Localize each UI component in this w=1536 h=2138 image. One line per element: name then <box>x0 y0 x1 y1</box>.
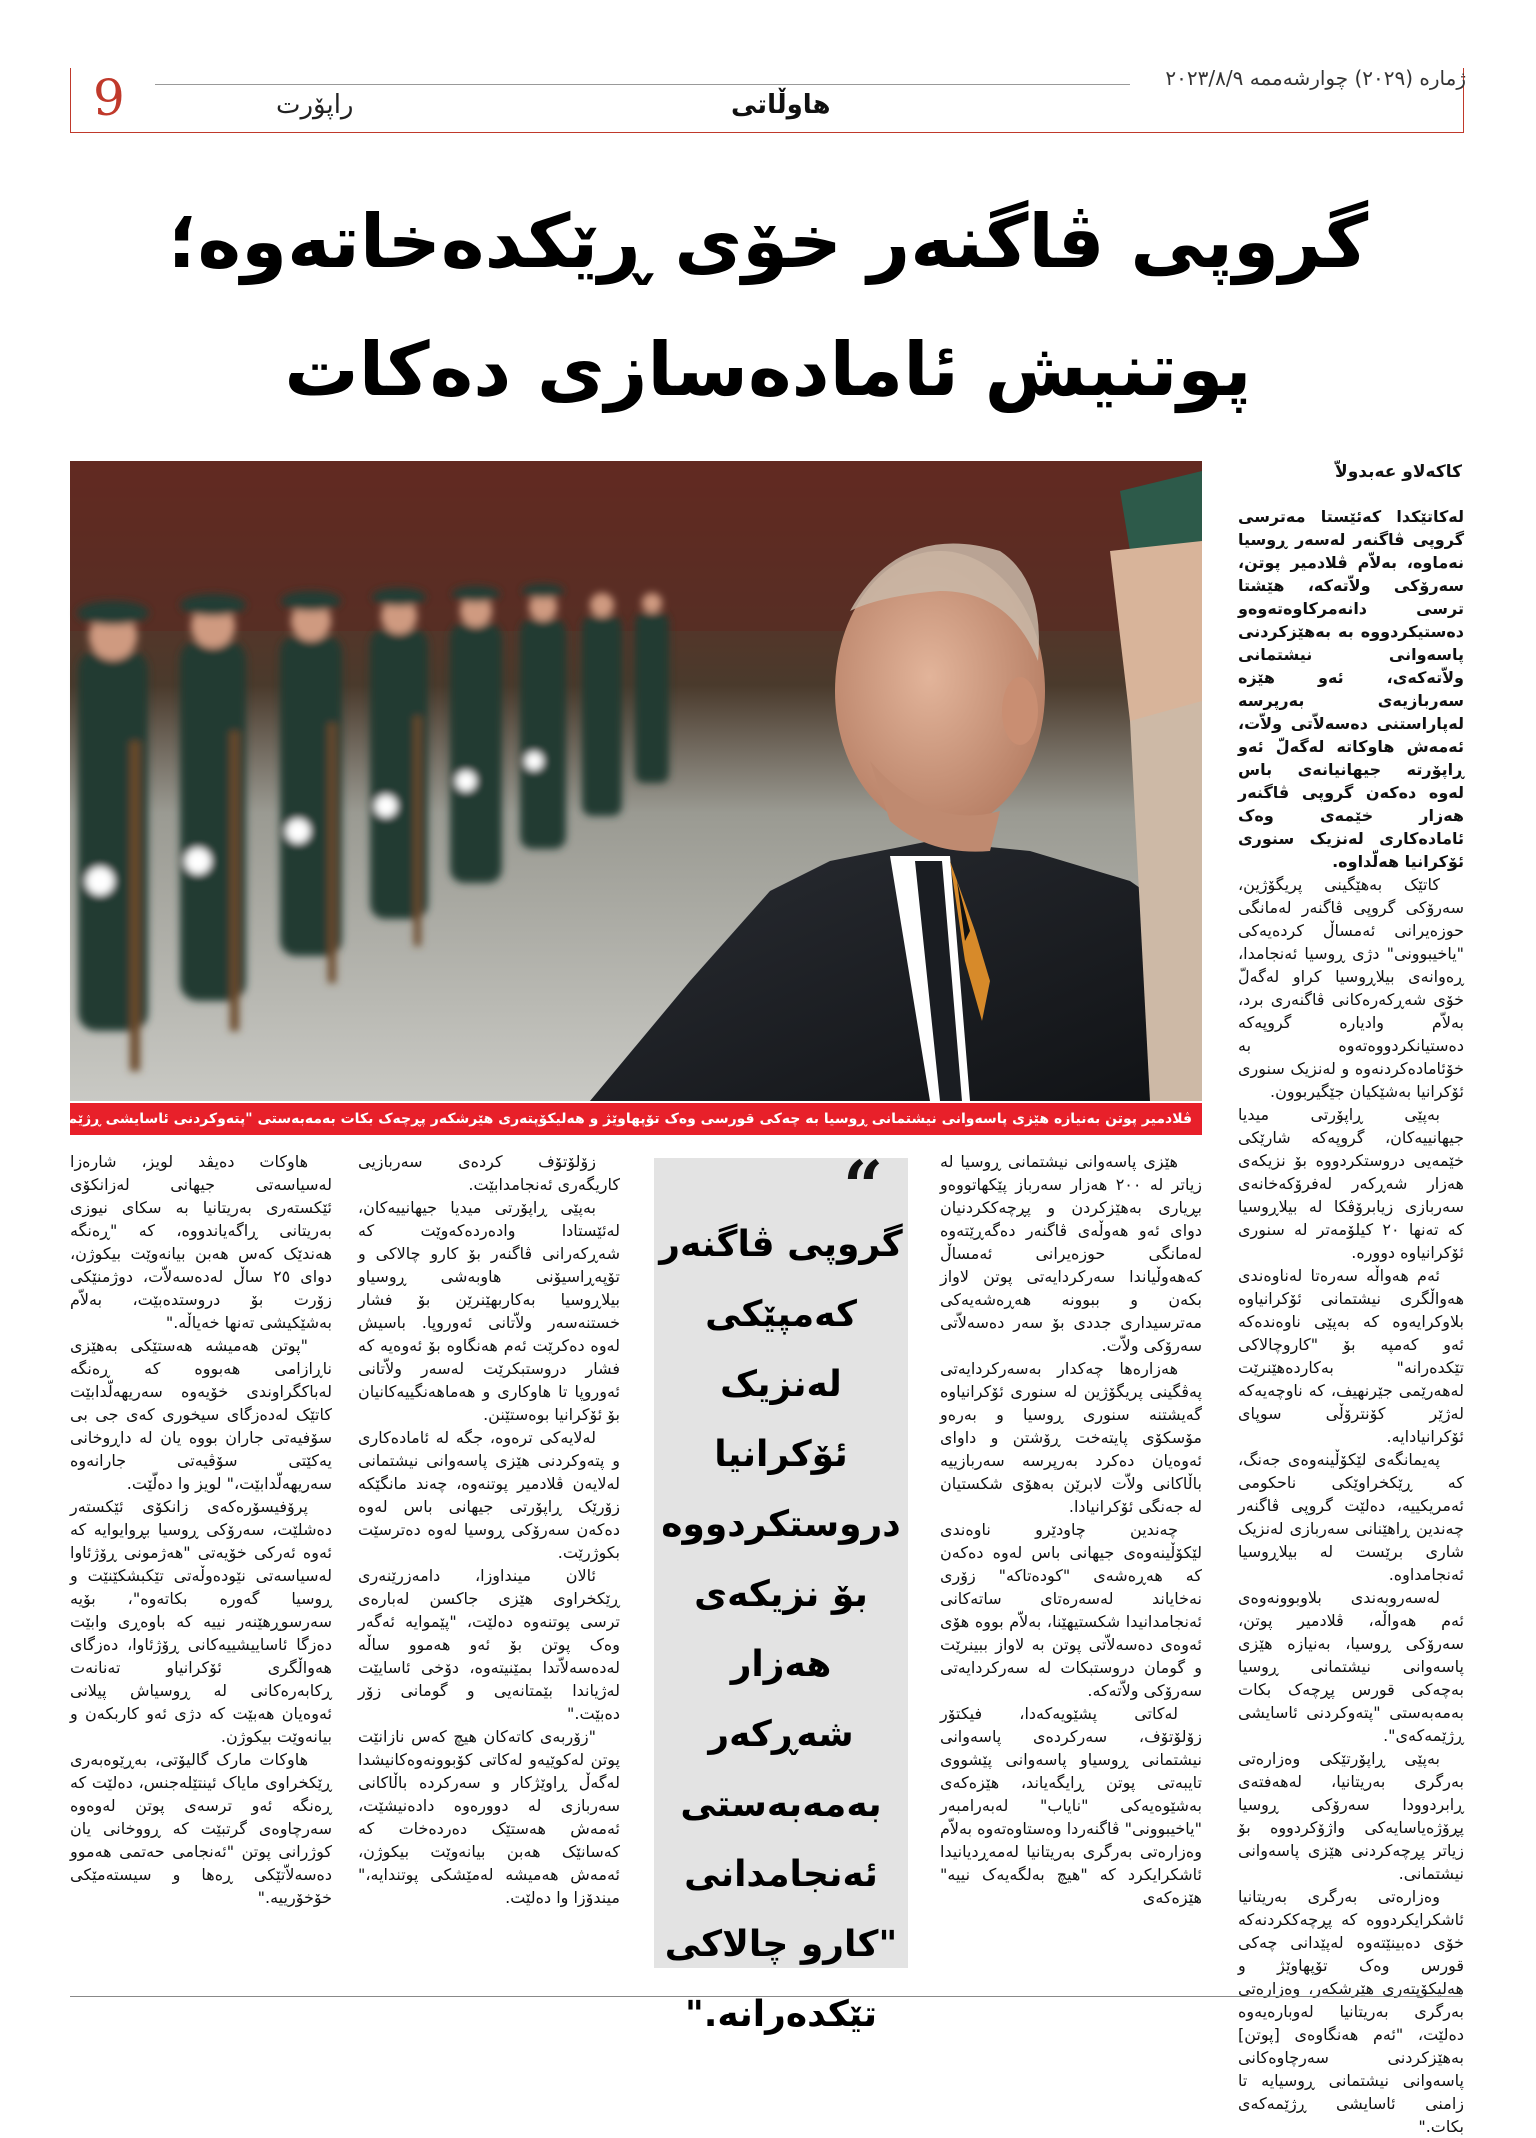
lead-photo-illustration <box>70 461 1202 1101</box>
article-paragraph: هێزی پاسەوانی نیشتمانی ڕوسیا لە زیاتر لە ٢٠٠ هەزار سەرباز پێکهاتووەو بڕیاری بەهێزکردن و پڕچەککردنیان دوای ئەو هەوڵەی ڤاگنەر دەگەڕێتەوە لەمانگی حوزەیرانی ئەمساڵ کەهەوڵیاندا سەرکردایەتی پوتن لاواز بکەن و ببوونە هەڕەشەیەکی مەترسیداری جددی بۆ سەر دەسەلاّتی سەرۆکی ولاّت. <box>940 1152 1203 1355</box>
article-paragraph: پرۆفیسۆرەکەی زانکۆی ئێکستەر دەشلێت، سەرۆکی ڕوسیا بڕوایوایە کە ئەوە ئەرکی خۆیەتی "هەژمونی ڕۆژئاوا لەسیاسەتی نێودەوڵەتی تێکبشکێنێت و ڕوسیا گەورە بکاتەوە"، بۆیە سەرسوڕهێنەر نییە کە باوەڕی وابێت دەزگا ئاساییشییەکانی ڕۆژئاوا، دەزگای هەواڵگری ئۆکرانیاو تەنانەت ڕکابەرەکانی لە ڕوسیاش پیلانی ئەوەیان هەبێت کە دژی ئەو کاربکەن و بیانەوێت بیکوژن. <box>70 1497 332 1746</box>
article-paragraph: "زۆربەی کاتەکان هیچ کەس نازانێت پوتن لەکوێیەو لەکاتی کۆبوونەوەکانیشدا لەگەڵ ڕاوێژکار و سەرکردە باڵاکانی سەربازی لە دوورەوە دادەنیشێت، ئەمەش هەستێک دەردەخات کە کەسانێک هەبن بیانەوێت بیکوژن، ئەمەش هەمیشە لەمێشکی پوتندایە،" میندۆزا وا دەلێت. <box>358 1727 620 1907</box>
article-paragraph: ئالان مینداوزا، دامەزرێنەری ڕێکخراوی هێزی جاکسن لەبارەی ترسی پوتنەوە دەلێت، "پێموایە ئەگەر وەک پوتن بۆ ئەو هەموو ساڵە لەدەسەلاّتدا بمێنیتەوە، دۆخی ئاسایێت لەژیاندا بێمتانەیی و گومانی زۆر دەبێت." <box>358 1566 620 1723</box>
masthead-logo: هاوڵاتی <box>731 90 831 120</box>
article-column-second-left <box>358 1150 620 1925</box>
article-column-right <box>1238 505 1464 2136</box>
byline: کاکەلاو عەبدولاّ <box>1335 462 1462 482</box>
article-paragraph: چەندین چاودێرو ناوەندی لێکۆڵینەوەی جیهانی باس لەوە دەکەن کە هەڕەشەی "کودەتاکە" زۆری نەخایاند لەسەرەتای ساتەکانی ئەنجامدانیدا شکستیهێنا، بەلاّم بووە هۆی ئەوەی دەسەلاّتی پوتن بە لاواز ببینرێت و گومان دروستبکات لە سەرکردایەتی سەرۆکی ولاّتەکە. <box>940 1520 1202 1700</box>
page-number: 9 <box>93 69 125 127</box>
header-rule <box>155 84 1130 85</box>
article-paragraph: بەپێی ڕاپۆرتی میدیا جیهانییەکان، لەئێستادا وادەردەکەوێت کە شەڕکەرانی ڤاگنەر بۆ کارو چالاکی و تۆپەڕاسیۆنی هاوبەشی ڕوسیاو بیلاڕوسیا بەکاربهێنرێن بۆ فشار خستنەسەر ولاّتانی ئەوروپا. باسیش لەوە دەکرێت ئەم هەنگاوە بۆ ئەوەیە کە فشار دروستبکرێت لەسەر ولاّتانی ئەوروپا تا هاوکاری و هەماهەنگییەکانیان بۆ ئۆکرانیا بوەستێنن. <box>358 1198 620 1424</box>
lead-paragraph: لەکاتێکدا کەئێستا مەترسی گروپی ڤاگنەر لەسەر ڕوسیا نەماوە، بەلاّم ڤلادمیر پوتن، سەرۆکی ولاّتەکە، هێشتا ترسی دانەمرکاوەتەوەو دەستیکردووە بە بەهێزکردنی پاسەوانی نیشتمانی ولاّتەکەی، ئەو هێزە سەربازیەی بەرپرسە لەپاراستنی دەسەلاّتی ولاّت، ئەمەش هاوکاتە لەگەلّ ئەو ڕاپۆرتە جیهانیانەی باس لەوە دەکەن گروپی ڤاگنەر هەزار خێمەی وەک ئامادەکاری لەنزیک سنوری ئۆکرانیا هەلّداوە. <box>1238 507 1464 871</box>
article-paragraph: بەپێی ڕاپۆرتی میدیا جیهانییەکان، گروپەکە شارێکی خێمەیی دروستکردووە بۆ نزیکەی هەزار شەڕکەر لەفرۆکەخانەی سەربازی زیابرۆڤکا لە بیلاڕوسیا کە تەنها ٢٠ کیلۆمەتر لە سنوری ئۆکرانیاوە دوورە. <box>1238 1105 1464 1262</box>
article-paragraph: بەپێی ڕاپۆرتێکی وەزارەتی بەرگری بەریتانیا، لەهەفتەی ڕابردوودا سەرۆکی ڕوسیا پڕۆژەیاسایەکی واژۆکردووە بۆ زیاتر پڕچەکردنی هێزی پاسەوانی نیشتمانی. <box>1238 1749 1464 1883</box>
article-paragraph: وەزارەتی بەرگری بەریتانیا ئاشکرایکردووە کە پڕچەککردنەکە خۆی دەبینێتەوە لەپێدانی چەکی قورس وەک تۆپهاوێژ و هەلیکۆپتەری هێرشکەر، وەزارەتی بەرگری بەریتانیا لەوبارەیەوە دەلێت، "ئەم هەنگاوەی [پوتن] بەهێزکردنی سەرچاوەکانی پاسەوانی نیشتمانی ڕوسیایە تا زامنی ئاسایشی ڕژێمەکەی بکات." <box>1238 1887 1464 2136</box>
headline-line-2: پوتنیش ئامادەسازی دەکات <box>284 327 1252 413</box>
issue-line: ژمارە (٢٠٢٩) چوارشەممە ٢٠٢٣/٨/٩ <box>1165 66 1466 90</box>
headline <box>100 178 1436 434</box>
article-paragraph: پەیمانگەی لێکۆڵینەوەی جەنگ، کە ڕێکخراوێکی ناحکومی ئەمریکییە، دەلێت گروپی ڤاگنەر چەندین ڕاهێنانی سەربازی لەنزیک شاری برێست لە بیلاڕوسیا ئەنجامداوە. <box>1238 1450 1464 1584</box>
article-paragraph: لەلایەکی ترەوە، جگە لە ئامادەکاری و پتەوکردنی هێزی پاسەوانی نیشتمانی لەلایەن ڤلادمیر پوتنەوە، چەند مانگێکە زۆرێک ڕاپۆرتی جیهانی باس لەوە دەکەن سەرۆکی ڕوسیا لەوە دەترسێت بکوژرێت. <box>358 1428 620 1562</box>
article-paragraph: هاوکات مارک گالیۆتی، بەڕێوەبەری ڕێکخراوی مایاک ئینتێلەجنس، دەلێت کە ڕەنگە ئەو ترسەی پوتن لەوەوە سەرچاوەی گرتبێت کە ڕووخانی یان کوژرانی پوتن "ئەنجامی حەتمی هەموو دەسەلاّتێکی ڕەها و سیستەمێکی خۆخۆرییە." <box>70 1750 332 1907</box>
article-paragraph: هاوکات دەیڤد لویز، شارەزا لەسیاسەتی جیهانی لەزانکۆی ئێکستەری بەریتانیا بە سکای نیوزی بەریتانی ڕاگەیاندووە، کە "ڕەنگە هەندێک کەس هەبن بیانەوێت بیکوژن، دوای ٢٥ ساڵ لەدەسەلاّت، دوژمنێکی زۆرت بۆ دروستدەبێت، بەلاّم بەشێکیشی تەنها خەیاڵە." <box>70 1152 333 1332</box>
article-paragraph: کاتێک بەهێگینی پریگۆژین، سەرۆکی گروپی ڤاگنەر لەمانگی حوزەیرانی ئەمساڵ کردەیەکی "یاخیبوونی" دژی ڕوسیا ئەنجامدا، ڕەوانەی بیلاڕوسیا کراو لەگەلّ خۆی شەڕکەرەکانی ڤاگنەری برد، بەلاّم وادیارە گروپەکە دەستیانکردووەتەوە بە خۆئامادەکردنەوە و لەنزیک سنوری ئۆکرانیا بەشێکیان جێگیربوون. <box>1238 875 1464 1101</box>
photo-caption: ڤلادمیر پوتن بەنیازە هێزی پاسەوانی نیشتمانی ڕوسیا بە چەکی قورسی وەک تۆپهاوێژ و هەلیکۆپتەری هێرشکەر پڕچەک بکات بەمەبەستی "پتەوکردنی ئاسایشی ڕژێمەکەی" <box>70 1103 1202 1135</box>
article-paragraph: ئەم هەواڵە سەرەتا لەناوەندی هەواڵگری نیشتمانی ئۆکرانیاوە بلاوکرایەوە کە بەپێی ناوەندەکە ئەو کەمپە بۆ "کاروچالاکی تێکدەرانە" بەکاردەهێنرێت لەهەرێمی جێرنهیف، کە ناوچەیەکە لەژێر کۆنترۆڵی سوپای ئۆکرانیادایە. <box>1238 1266 1464 1446</box>
article-column-left <box>70 1150 332 1925</box>
footer-rule <box>70 1996 1462 1997</box>
article-column-middle <box>940 1150 1202 1925</box>
article-paragraph: زۆلۆتۆف کردەی سەربازیی کاریگەری ئەنجامدابێت. <box>358 1152 620 1194</box>
section-name: راپۆرت <box>276 90 354 120</box>
article-paragraph: لەکاتی پشێویەکەدا، فیکتۆر زۆلۆتۆف، سەرکردەی پاسەوانی نیشتمانی ڕوسیاو پاسەوانی پێشووی تایبەتی پوتن ڕایگەیاند، هێزەکەی بەشێوەیەکی "نایاب" لەبەرامبەر "یاخیبوونی" ڤاگنەردا وەستاوەتەوە بەلاّم وەزارەتی بەرگری بەریتانیا لەمەڕدیانیدا ئاشکرایکرد کە "هیچ بەلگەیەک نییە" هێزەکەی <box>939 1704 1202 1907</box>
quote-mark-icon: “ <box>843 1145 884 1228</box>
lead-photo <box>70 461 1202 1101</box>
article-paragraph: لەسەروبەندی بلاوبوونەوەی ئەم هەواڵە، ڤلادمیر پوتن، سەرۆکی ڕوسیا، بەنیازە هێزی پاسەوانی نیشتمانی ڕوسیا بەچەکی قورس پڕچەک بکات بەمەبەستی "پتەوکردنی ئاسایشی ڕژێمەکەی". <box>1238 1588 1464 1745</box>
article-paragraph: هەزارەها چەکدار بەسەرکردایەتی پەڤگینی پریگۆژین لە سنوری ئۆکرانیاوە گەیشتنە سنوری ڕوسیا و بەرەو مۆسکۆی پایتەخت ڕۆشتن و داوای ئەوەیان دەکرد بەرپرسە سەربازییە باڵاکانی ولاّت لابرێن بەهۆی شکستیان لە جەنگی ئۆکرانیادا. <box>940 1359 1202 1516</box>
headline-line-1: گروپی ڤاگنەر خۆی ڕێکدەخاتەوە؛ <box>167 199 1369 285</box>
pull-quote: گروپی ڤاگنەر کەمپێکی لەنزیک ئۆکرانیا دروستکردووە بۆ نزیکەی هەزار شەڕکەر بەمەبەستی ئەنجامدانی "کارو چالاکی تێکدەرانە." <box>659 1224 903 2035</box>
article-paragraph: "پوتن هەمیشە هەستێکی بەهێزی ناڕازامی هەبووە کە ڕەنگە لەباکگراوندی خۆیەوە سەریهەلّدابێت کاتێک لەدەزگای سیخوری کەی جی بی سۆفیەتی جاران بووە یان لە داڕوخانی یەکێتی سۆڤیەتی جارانەوە سەریهەلّدابێت،" لویز وا دەلّێت. <box>70 1336 332 1493</box>
